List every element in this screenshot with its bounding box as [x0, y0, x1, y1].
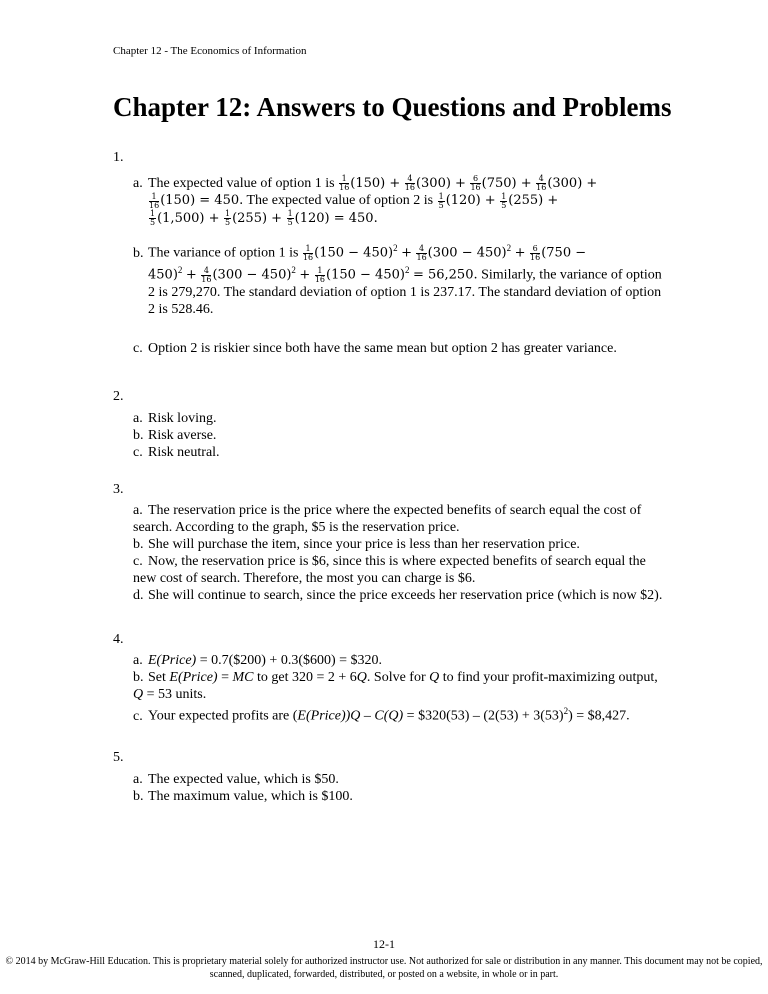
answer-item: b. Risk averse. [133, 428, 217, 443]
question-number: 3. [113, 482, 124, 497]
question-number: 1. [113, 150, 124, 165]
answer-item: c. Now, the reservation price is $6, since this is where expected benefits of search equal the new cost of search. Therefore, the most you can charge is $6. [133, 554, 646, 586]
answer-item: a. The expected value of option 1 is $\frac{1}{16}$ (150) + $\frac{4}{16}$ (300) + $\frac{6}{16}$ (750) + $\frac{4}{16}$ (300) + $\frac{1}{16}$ (150) = 450. The expected value of option 2 is $\frac{1}{5}$ (120) + $\frac{1}{5}$ (255) + $\frac{1}{5}$ (1,500) + $\frac{1}{5}$ (255) + $\frac{1}{5}$ (120) = 450. [133, 174, 598, 227]
page-number: 12-1 [373, 937, 395, 951]
answer-item: c. Option 2 is riskier since both have the same mean but option 2 has greater variance. [133, 341, 617, 356]
page-title: Chapter 12: Answers to Questions and Problems [113, 92, 672, 122]
answer-item: a. Risk loving. [133, 411, 217, 426]
answer-item: b. The maximum value, which is $100. [133, 789, 353, 804]
question-number: 5. [113, 750, 124, 765]
answer-item: a. E(Price) = 0.7($200) + 0.3($600) = $320. [133, 653, 383, 668]
answer-item: d. She will continue to search, since the price exceeds her reservation price (which is now $2). [133, 588, 663, 603]
answer-item: b. Set E(Price) = MC to get 320 = 2 + 6Q. Solve for Q to find your profit-maximizing output, Q = 53 units. [133, 670, 658, 702]
question-number: 2. [113, 389, 124, 404]
answer-item: c. Your expected profits are (E(Price))Q – C(Q) = $320(53) – $(2(53) + 3(53)^2)$ = $8,427. [133, 706, 630, 724]
answer-item: a. The reservation price is the price where the expected benefits of search equal the cost of search. According to the graph, $5 is the reservation price. [133, 503, 642, 535]
running-header: Chapter 12 - The Economics of Information [113, 45, 307, 57]
answer-item: b. The variance of option 1 is $\frac{1}{16}$ $(150 - 450)^2$ + $\frac{4}{16}$ $(300 - 450)^2$ + $\frac{6}{16}$ (750 − 450)$^2$ + $\frac{4}{16}$ $(300 - 450)^2$ + $\frac{1}{16}$ $(150 - 450)^2 = 56,250$. Similarly, the variance of option 2 is 279,270. The standard deviation of option 1 is 237.17. The standard deviation of option 2 is 528.46. [133, 243, 662, 317]
answer-item: c. Risk neutral. [133, 445, 220, 460]
answer-item: b. She will purchase the item, since your price is less than her reservation price. [133, 537, 580, 552]
answer-item: a. The expected value, which is $50. [133, 772, 339, 787]
question-number: 4. [113, 632, 124, 647]
copyright-notice: © 2014 by McGraw-Hill Education. This is proprietary material solely for authorized instructor use. Not authorized for sale or distribution in any manner. This document may not be copied, scanned, duplicated, forwarded, distributed, or posted on a website, in whole or in part. [5, 956, 763, 980]
